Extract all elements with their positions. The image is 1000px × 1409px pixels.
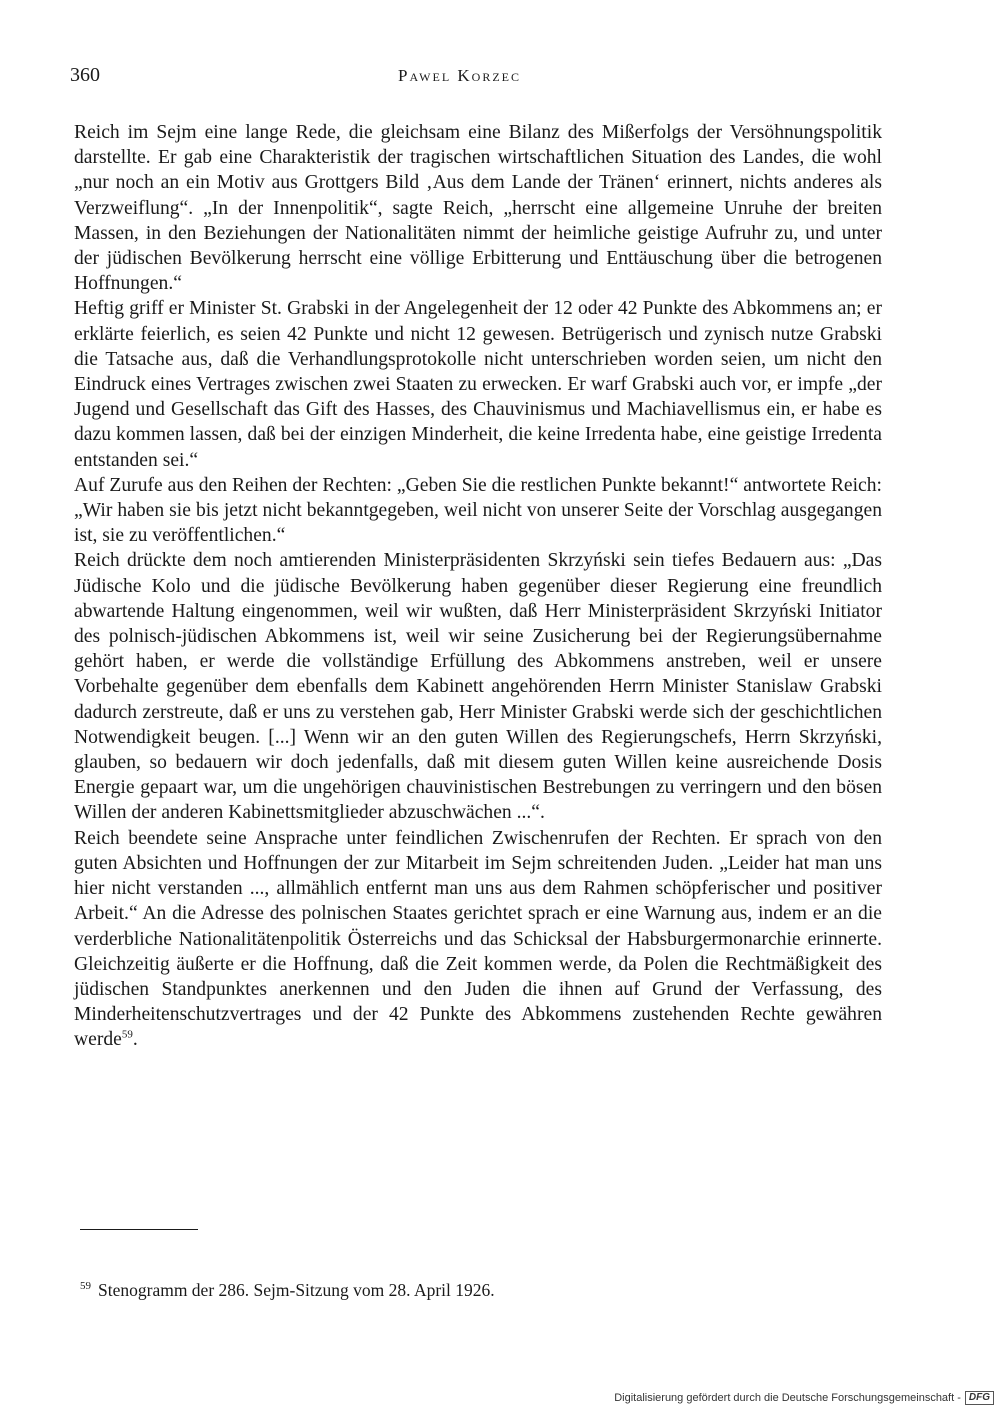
digitization-credit bbox=[614, 1391, 994, 1405]
paragraph: Auf Zurufe aus den Reihen der Rechten: „Geben Sie die restlichen Punkte bekannt!“ antwortete Reich: „Wir haben sie bis jetzt nicht bekanntgegeben, weil nicht von unserer Seite der Vorschlag ausgegangen ist, sie zu veröffentlichen.“ bbox=[74, 474, 882, 547]
paragraph-last bbox=[74, 826, 882, 1053]
running-head: Pawel Korzec bbox=[398, 66, 522, 85]
paragraph: Reich drückte dem noch amtierenden Ministerpräsidenten Skrzyński sein tiefes Bedauern aus: „Das Jüdische Kolo und die jüdische Bevölkerung haben gegenüber dieser Regierung eine freundlich abwartende Haltung eingenommen, weil wir wußten, daß Herr Ministerpräsident Skrzyński Initiator des polnisch-jüdischen Abkommens ist, weil wir seine Zusicherung bei der Regierungsübernahme gehört haben, er werde die vollständige Erfüllung des Abkommens anstreben, weil er unsere Vorbehalte gegenüber dem ebenfalls dem Kabinett angehörenden Herrn Minister Stanislaw Grabski dadurch zerstreute, daß er uns zu verstehen gab, Herr Minister Grabski werde sich der geschichtlichen Notwendigkeit beugen. [...] Wenn wir an den guten Willen des Regierungschefs, Herrn Skrzyński, glauben, so bedauern wir doch jedenfalls, daß mit diesem guten Willen keine ausreichende Dosis Energie gepaart war, um die ungehörigen chauvinistischen Bestrebungen zu verringern und den bösen Willen der anderen Kabinettsmitglieder abzuschwächen ...“. bbox=[74, 550, 882, 824]
footnote-separator bbox=[80, 1229, 198, 1230]
dfg-logo: DFG bbox=[965, 1391, 994, 1405]
page-number: 360 bbox=[70, 64, 100, 86]
paragraph: Heftig griff er Minister St. Grabski in der Angelegenheit der 12 oder 42 Punkte des Abkommens an; er erklärte feierlich, es seien 42 Punkte und nicht 12 gewesen. Betrügerisch und zynisch nutze Grabski die Tatsache aus, daß die Verhandlungsprotokolle nicht unterschrieben worden seien, um nicht den Eindruck eines Vertrages zwischen zwei Staaten zu erwecken. Er warf Grabski auch vor, er impfe „der Jugend und Gesellschaft das Gift des Hasses, des Chauvinismus und Machiavellismus ein, er habe es dazu kommen lassen, daß bei der einzigen Minderheit, die keine Irredenta habe, eine geistige Irredenta entstanden sei.“ bbox=[74, 298, 882, 471]
sentence-end-period: . bbox=[132, 1029, 138, 1051]
body-text bbox=[74, 120, 882, 1053]
footnote-number: 59 bbox=[80, 1280, 91, 1293]
footnote-text: Stenogramm der 286. Sejm-Sitzung vom 28. April 1926. bbox=[98, 1280, 495, 1300]
paragraph-text: Reich beendete seine Ansprache unter feindlichen Zwischenrufen der Rechten. Er sprach von den guten Absichten und Hoffnungen der zur Mitarbeit im Sejm schreitenden Juden. „Leider hat man uns hier nicht verstanden ..., allmählich entfernt man uns aus dem Rahmen schöpferischer und positiver Arbeit.“ An die Adresse des polnischen Staates gerichtet sprach er eine Warnung aus, indem er an die verderbliche Nationalitätenpolitik Österreichs und das Schicksal der Habsburgermonarchie erinnerte. Gleichzeitig äußerte er die Hoffnung, daß die Zeit kommen werde, da Polen die Rechtmäßigkeit des jüdischen Standpunktes anerkennen und den Juden die ihnen auf Grund der Verfassung, des Minderheitenschutzvertrages und der 42 Punkte des Abkommens zustehenden Rechte gewähren werde bbox=[74, 827, 882, 1051]
paragraph: Reich im Sejm eine lange Rede, die gleichsam eine Bilanz des Mißerfolgs der Versöhnungspolitik darstellte. Er gab eine Charakteristik der tragischen wirtschaftlichen Situation des Landes, die wohl „nur noch an ein Motiv aus Grottgers Bild ‚Aus dem Lande der Tränen‘ erinnert, nichts anderes als Verzweiflung“. „In der Innenpolitik“, sagte Reich, „herrscht eine allgemeine Unruhe der breiten Massen, in den Beziehungen der Nationalitäten nimmt der heimliche geistige Aufruhr zu, und unter der jüdischen Bevölkerung herrscht eine völlige Erbitterung und Enttäuschung über die betrogenen Hoffnungen.“ bbox=[74, 122, 882, 295]
footnote bbox=[80, 1280, 495, 1301]
credit-text: Digitalisierung gefördert durch die Deutsche Forschungsgemeinschaft - bbox=[614, 1392, 961, 1404]
footnote-reference: 59 bbox=[121, 1028, 133, 1041]
